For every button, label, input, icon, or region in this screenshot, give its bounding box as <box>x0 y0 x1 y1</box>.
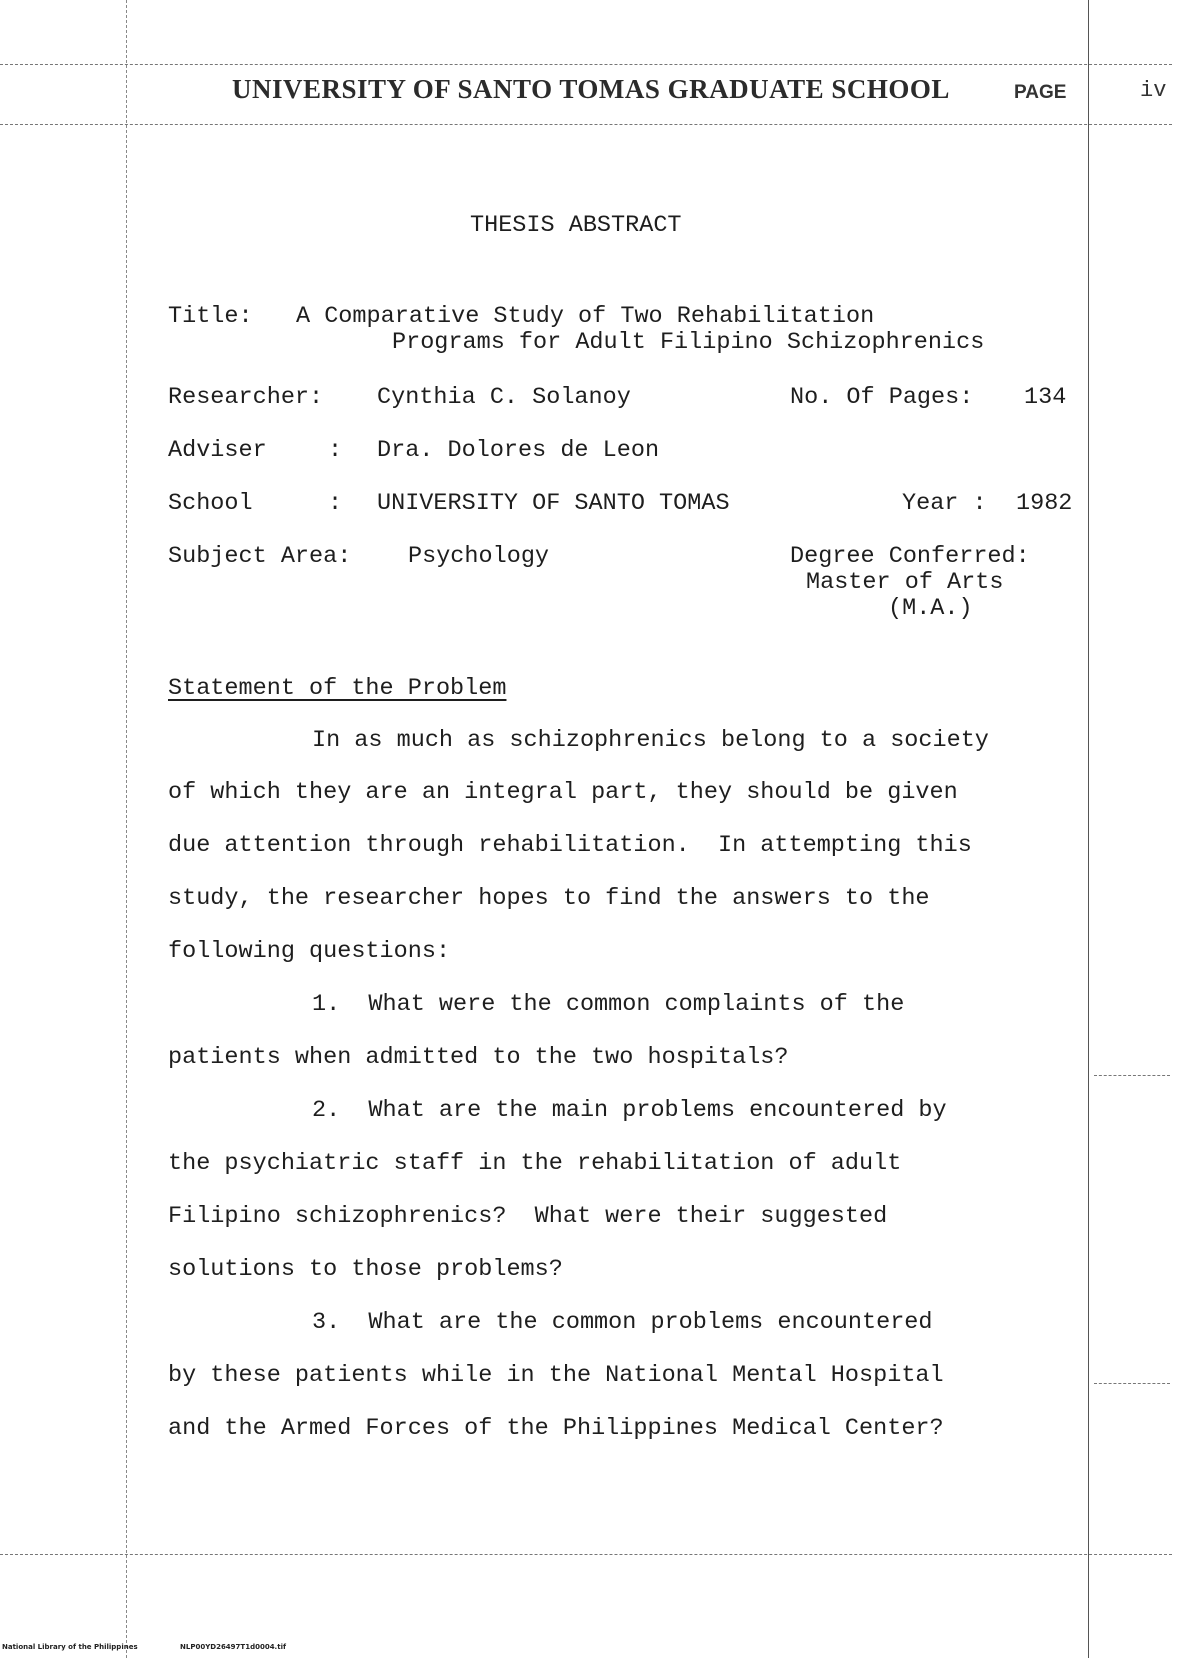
right-margin-tick <box>1094 1075 1170 1076</box>
researcher-label: Researcher: <box>168 384 324 411</box>
question-1: 1. What were the common complaints of the <box>312 991 905 1018</box>
body-line: solutions to those problems? <box>168 1256 563 1283</box>
body-line: the psychiatric staff in the rehabilitation of adult <box>168 1150 902 1177</box>
title-line-1: A Comparative Study of Two Rehabilitation <box>296 303 875 330</box>
degree-value-line-1: Master of Arts <box>806 569 1004 596</box>
top-dashed-rule <box>0 64 1172 65</box>
title-line-2: Programs for Adult Filipino Schizophrenics <box>392 329 985 356</box>
abstract-heading: THESIS ABSTRACT <box>470 212 682 239</box>
body-line: patients when admitted to the two hospitals? <box>168 1044 789 1071</box>
body-line: following questions: <box>168 938 451 965</box>
library-stamp: National Library of the Philippines <box>2 1643 138 1651</box>
institution-header: UNIVERSITY OF SANTO TOMAS GRADUATE SCHOOL <box>232 74 950 104</box>
body-line: study, the researcher hopes to find the answers to the <box>168 885 930 912</box>
adviser-value: Dra. Dolores de Leon <box>377 437 660 464</box>
pages-value: 134 <box>1024 384 1067 411</box>
right-margin-line <box>1088 0 1089 1658</box>
researcher-value: Cynthia C. Solanoy <box>377 384 631 411</box>
body-line: In as much as schizophrenics belong to a society <box>312 727 989 754</box>
page-label: PAGE <box>1014 82 1067 103</box>
body-line: Filipino schizophrenics? What were their suggested <box>168 1203 888 1230</box>
body-line: and the Armed Forces of the Philippines Medical Center? <box>168 1415 944 1442</box>
question-2: 2. What are the main problems encountered by <box>312 1097 947 1124</box>
subject-label: Subject Area: <box>168 543 352 570</box>
pages-label: No. Of Pages: <box>790 384 974 411</box>
body-line: due attention through rehabilitation. In attempting this <box>168 832 972 859</box>
adviser-separator: : <box>328 437 343 464</box>
school-separator: : <box>328 490 343 517</box>
body-line: of which they are an integral part, they should be given <box>168 779 958 806</box>
year-label: Year : <box>902 490 987 517</box>
body-line: by these patients while in the National Mental Hospital <box>168 1362 944 1389</box>
year-value: 1982 <box>1016 490 1073 517</box>
question-3: 3. What are the common problems encountered <box>312 1309 933 1336</box>
degree-value-line-2: (M.A.) <box>888 595 973 622</box>
adviser-label: Adviser <box>168 437 267 464</box>
bottom-dashed-rule <box>0 1554 1172 1555</box>
school-label: School <box>168 490 253 517</box>
school-value: UNIVERSITY OF SANTO TOMAS <box>377 490 730 517</box>
degree-label: Degree Conferred: <box>790 543 1030 570</box>
section-heading: Statement of the Problem <box>168 675 507 702</box>
subject-value: Psychology <box>408 543 550 570</box>
left-margin-line <box>126 0 127 1658</box>
file-id-stamp: NLP00YD26497T1d0004.tif <box>180 1643 287 1651</box>
right-margin-tick <box>1094 1383 1170 1384</box>
page-number: iv <box>1140 78 1167 103</box>
header-bottom-dashed-rule <box>0 124 1172 125</box>
title-label: Title: <box>168 303 253 330</box>
